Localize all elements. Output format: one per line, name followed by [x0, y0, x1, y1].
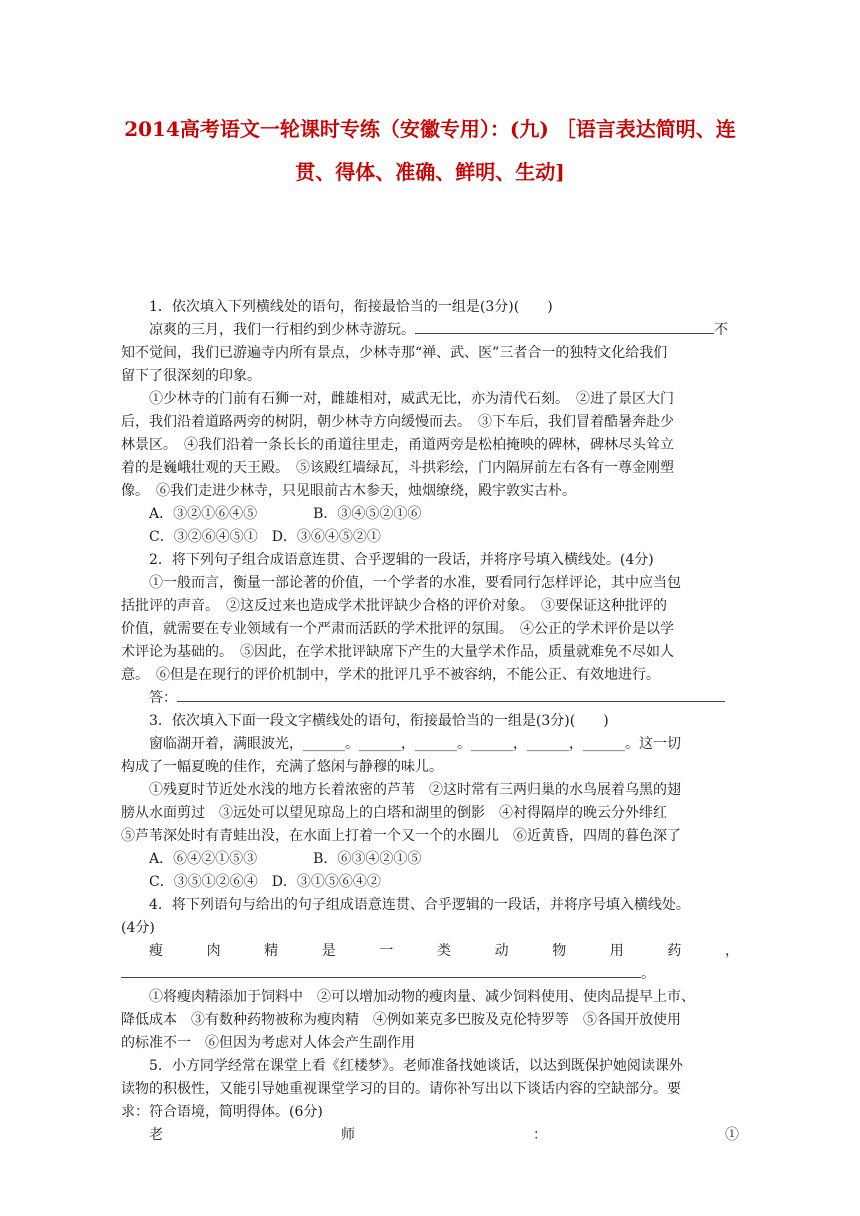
q2-sentence-line: 括批评的声音。 ②这反过来也造成学术批评缺少合格的评价对象。 ③要保证这种批评的: [121, 598, 667, 614]
q1-options-line: 像。 ⑥我们走进少林寺，只见眼前古木参天，烛烟缭绕，殿宇敦实古朴。: [121, 483, 576, 499]
answer-blank[interactable]: [121, 963, 641, 978]
q5-teacher-line: 老师：①: [149, 1127, 739, 1143]
q1-options-line: ①少林寺的门前有石狮一对，雌雄相对，威武无比，亦为清代石刻。 ②进了景区大门: [149, 391, 674, 407]
q1-passage-line: 知不觉间，我们已游遍寺内所有景点，少林寺那“禅、武、医”三者合一的独特文化给我们: [121, 345, 668, 361]
q1-choice-ab: A．③②①⑥④⑤ B．③④⑤②①⑥: [149, 506, 422, 522]
question-5-stem: 5．小方同学经常在课堂上看《红楼梦》。老师准备找她谈话，以达到既保护她阅读课外: [149, 1058, 683, 1074]
q3-passage-line: 构成了一幅夏晚的佳作，充满了悠闲与静穆的味儿。: [121, 759, 443, 775]
q1-choice-cd: C．③②⑥④⑤① D．③⑥④⑤②①: [149, 529, 381, 545]
question-3-stem: 3．依次填入下面一段文字横线处的语句，衔接最恰当的一组是(3分)( ): [149, 713, 609, 729]
question-1-stem: 1．依次填入下列横线处的语句，衔接最恰当的一组是(3分)( ): [149, 299, 553, 315]
q2-sentence-line: 术评论为基础的。 ⑤因此，在学术批评缺席下产生的大量学术作品，质量就难免不尽如人: [121, 644, 674, 660]
answer-blank[interactable]: [415, 319, 714, 334]
q2-answer-line: 答：: [121, 687, 739, 710]
q3-options-line: 膀从水面剪过 ③远处可以望见琼岛上的白塔和湖里的倒影 ④衬得隔岸的晚云分外绯红: [121, 805, 667, 821]
q4-options-line: 降低成本 ③有数种药物被称为瘦肉精 ④例如莱克多巴胺及克伦特罗等 ⑤各国开放使用: [121, 1012, 681, 1028]
question-5-stem-line: 求：符合语境，简明得体。(6分): [121, 1104, 323, 1120]
question-4-points: (4分): [121, 920, 155, 936]
document-body: [121, 296, 739, 1147]
q1-options-line: 后，我们沿着道路两旁的树阴，朝少林寺方向缓慢而去。 ③下车后，我们冒着酷暑奔赴少: [121, 414, 674, 430]
q3-options-line: ①残夏时节近处水浅的地方长着浓密的芦苇 ②这时常有三两归巢的水鸟展着乌黑的翅: [149, 782, 681, 798]
q1-passage-line: 凉爽的三月，我们一行相约到少林寺游玩。 不: [121, 319, 739, 342]
q2-sentence-line: 意。 ⑥但是在现行的评价机制中，学术的批评几乎不被容纳，不能公正、有效地进行。: [121, 667, 660, 683]
q2-sentence-line: 价值，就需要在专业领域有一个严肃而活跃的学术批评的氛围。 ④公正的学术评价是以学: [121, 621, 674, 637]
document-title: 2014高考语文一轮课时专练（安徽专用）：(九) ［语言表达简明、连: [124, 117, 736, 141]
q2-sentence-line: ①一般而言，衡量一部论著的价值，一个学者的水准，要看同行怎样评论，其中应当包: [149, 575, 681, 591]
q4-answer-line: 。: [121, 963, 739, 986]
q4-options-line: 的标准不一 ⑥但因为考虑对人体会产生副作用: [121, 1035, 415, 1051]
q1-passage-line: 留下了很深刻的印象。: [121, 368, 261, 384]
question-5-stem-line: 读物的积极性，又能引导她重视课堂学习的目的。请你补写出以下谈话内容的空缺部分。要: [121, 1081, 681, 1097]
question-2-stem: 2．将下列句子组合成语意连贯、合乎逻辑的一段话，并将序号填入横线处。(4分): [149, 552, 654, 568]
q3-options-line: ⑤芦苇深处时有青蛙出没，在水面上打着一个又一个的水圈儿 ⑥近黄昏，四周的暮色深了: [121, 828, 681, 844]
q1-options-line: 着的是巍峨壮观的天王殿。 ⑤该殿红墙绿瓦，斗拱彩绘，门内隔屏前左右各有一尊金刚塑: [121, 460, 674, 476]
q3-choice-ab: A．⑥④②①⑤③ B．⑥③④②①⑤: [149, 851, 422, 867]
q1-options-line: 林景区。 ④我们沿着一条长长的甬道往里走，甬道两旁是松柏掩映的碑林，碑林尽头耸立: [121, 437, 674, 453]
q4-given-sentence: 瘦肉精是一类动物用药，: [149, 943, 739, 959]
q4-options-line: ①将瘦肉精添加于饲料中 ②可以增加动物的瘦肉量、减少饲料使用、使肉品提早上市、: [149, 989, 695, 1005]
question-4-stem: 4．将下列语句与给出的句子组成语意连贯、合乎逻辑的一段话，并将序号填入横线处。: [149, 897, 690, 913]
q3-passage-line: 窗临湖开着，满眼波光，______。______，______。______，______，______。这一切: [149, 736, 681, 752]
document-title-continued: 贯、得体、准确、鲜明、生动]: [295, 160, 565, 184]
answer-blank[interactable]: [177, 687, 725, 702]
q3-choice-cd: C．③⑤①②⑥④ D．③①⑤⑥④②: [149, 874, 381, 890]
